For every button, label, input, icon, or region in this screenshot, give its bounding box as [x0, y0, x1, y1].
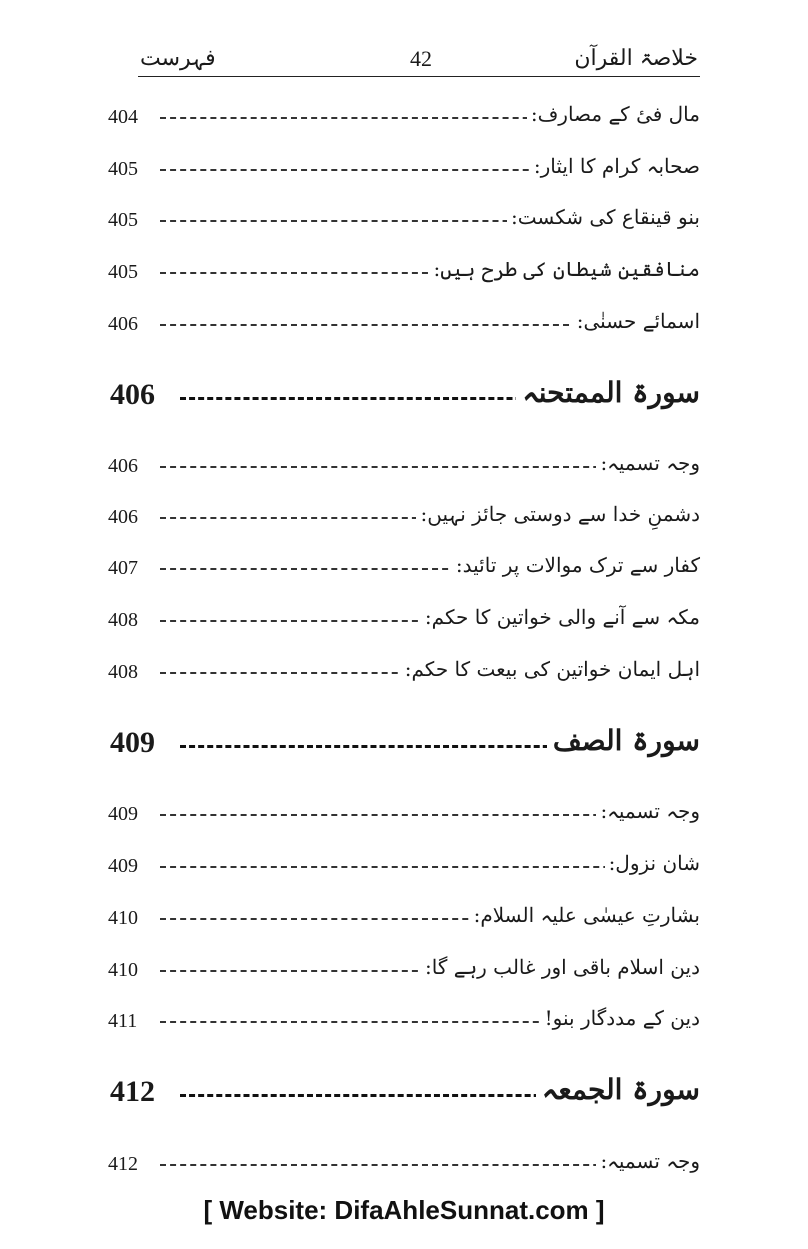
toc-entry[interactable]	[108, 653, 700, 693]
toc-title: منافقین شیطان کی طرح ہیں:	[429, 257, 700, 281]
toc-page-number: 410	[108, 959, 138, 981]
toc-entry[interactable]	[108, 795, 700, 835]
toc-title: وجہ تسمیہ:	[596, 451, 700, 475]
toc-title: بشارتِ عیسٰی علیہ السلام:	[470, 903, 700, 927]
toc-title: وجہ تسمیہ:	[596, 799, 700, 823]
toc-entry[interactable]	[108, 601, 700, 641]
toc-entry[interactable]	[108, 1145, 700, 1185]
toc-entry[interactable]	[108, 201, 700, 241]
toc-title: اسمائے حسنٰی:	[573, 309, 700, 333]
toc-title: کفار سے ترک موالات پر تائید:	[452, 553, 700, 577]
surah-page-number: 406	[110, 378, 155, 411]
toc-entry[interactable]	[108, 549, 700, 589]
toc-page-number: 411	[108, 1010, 138, 1032]
toc-title: مکہ سے آنے والی خواتین کا حکم:	[421, 605, 700, 629]
toc-page-number: 404	[108, 106, 138, 128]
surah-heading[interactable]	[108, 1073, 700, 1117]
toc-title: اہل ایمان خواتین کی بیعت کا حکم:	[401, 657, 700, 681]
toc-title: بنو قینقاع کی شکست:	[507, 205, 700, 229]
toc-title: دین کے مددگار بنو!	[541, 1006, 700, 1030]
toc-entry[interactable]	[108, 305, 700, 345]
page-header	[138, 44, 700, 77]
leader-dots	[180, 745, 576, 748]
toc-title: صحابہ کرام کا ایثار:	[530, 154, 700, 178]
toc-entry[interactable]	[108, 253, 700, 293]
toc-title: مال فیٔ کے مصارف:	[527, 102, 700, 126]
toc-page-number: 408	[108, 661, 138, 683]
toc-entry[interactable]	[108, 951, 700, 991]
toc-entry[interactable]	[108, 447, 700, 487]
header-book-title: خلاصۃ القرآن	[574, 46, 698, 71]
toc-page-number: 409	[108, 803, 138, 825]
toc-page-number: 409	[108, 855, 138, 877]
toc-entry[interactable]	[108, 1002, 700, 1042]
toc-entry[interactable]	[108, 98, 700, 138]
leader-dots	[180, 1094, 576, 1097]
toc-page-number: 405	[108, 261, 138, 283]
surah-page-number: 412	[110, 1075, 155, 1108]
toc-page-number: 405	[108, 209, 138, 231]
toc-page-number: 407	[108, 557, 138, 579]
toc-page-number: 405	[108, 158, 138, 180]
toc-title: وجہ تسمیہ:	[596, 1149, 700, 1173]
toc-entry[interactable]	[108, 150, 700, 190]
toc-entry[interactable]	[108, 899, 700, 939]
toc-page-number: 412	[108, 1153, 138, 1175]
header-page-number: 42	[410, 46, 432, 71]
toc-entry[interactable]	[108, 498, 700, 538]
toc-title: شان نزول:	[605, 851, 700, 875]
toc-page-number: 406	[108, 455, 138, 477]
toc-title: دین اسلام باقی اور غالب رہے گا:	[421, 955, 700, 979]
surah-title: سورۃ الممتحنہ	[516, 376, 700, 409]
surah-page-number: 409	[110, 726, 155, 759]
header-section-title: فہرست	[140, 46, 216, 71]
toc-page-number: 406	[108, 313, 138, 335]
toc-page-number: 408	[108, 609, 138, 631]
surah-heading[interactable]	[108, 724, 700, 768]
toc-page-number: 406	[108, 506, 138, 528]
toc-page-number: 410	[108, 907, 138, 929]
surah-title: سورۃ الصف	[547, 724, 700, 757]
toc-title: دشمنِ خدا سے دوستی جائز نہیں:	[416, 502, 700, 526]
surah-heading[interactable]	[108, 376, 700, 420]
surah-title: سورۃ الجمعہ	[536, 1073, 700, 1106]
toc-entry[interactable]	[108, 847, 700, 887]
website-footer: [ Website: DifaAhleSunnat.com ]	[203, 1195, 605, 1225]
